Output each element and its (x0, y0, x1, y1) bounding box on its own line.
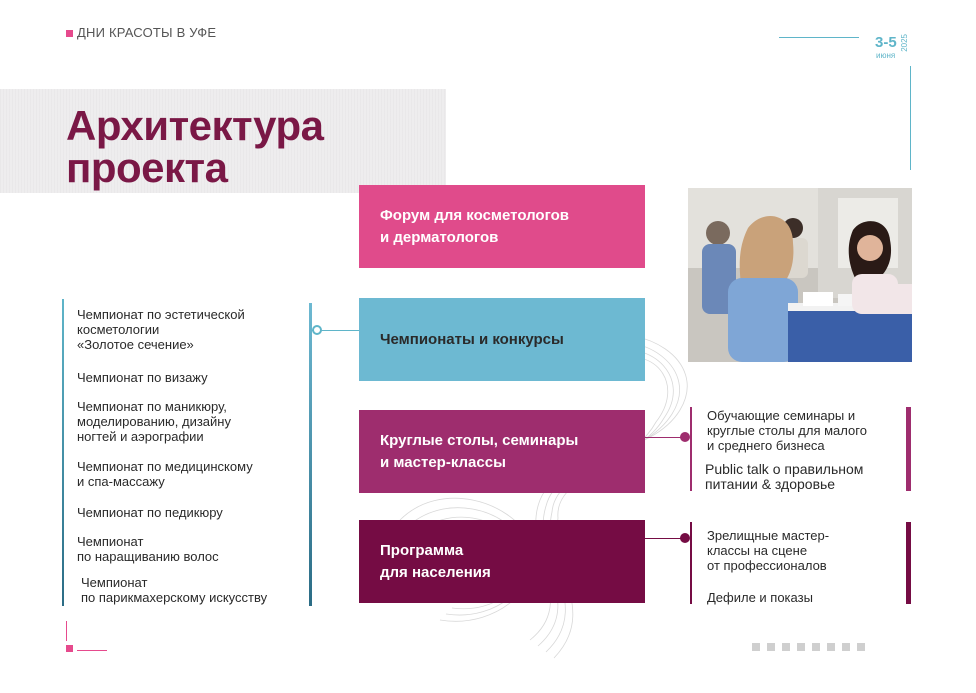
public-item-line: Зрелищные мастер- (707, 528, 830, 543)
public-item (707, 590, 813, 605)
championship-item (77, 399, 231, 444)
championships-label: Чемпионаты и конкурсы (380, 330, 564, 348)
roundtables-list-bar-left (690, 407, 692, 491)
championship-item (77, 370, 208, 385)
championship-item-line: моделированию, дизайну (77, 414, 231, 429)
date-range: 3-5 (875, 34, 897, 51)
roundtables-line-1: Круглые столы, семинары (380, 431, 579, 449)
date-year: 2025 (900, 34, 909, 52)
roundtables-list-bar-right (906, 407, 911, 491)
roundtables-item-line: круглые столы для малого (707, 423, 867, 438)
roundtables-connector (645, 437, 685, 438)
exhibition-photo (688, 188, 912, 362)
championship-item-line: Чемпионат (81, 575, 148, 590)
public-line-1: Программа (380, 541, 464, 559)
date-vertical-line (910, 66, 911, 170)
championship-item-line: по парикмахерскому искусству (81, 590, 268, 605)
roundtables-connector-dot (680, 432, 690, 442)
footer-dot (797, 643, 805, 651)
public-list-bar-left (690, 522, 692, 604)
footer-line (77, 650, 107, 651)
footer-dot (752, 643, 760, 651)
roundtables-item-line: и среднего бизнеса (707, 438, 825, 453)
public-item-line: классы на сцене (707, 543, 808, 558)
roundtables-box (359, 410, 645, 493)
championship-item-line: Чемпионат по визажу (77, 370, 208, 385)
public-item-line: от профессионалов (707, 558, 827, 573)
championship-item-line: и спа-массажу (77, 474, 165, 489)
footer-dot (782, 643, 790, 651)
roundtables-item-line: питании & здоровье (705, 476, 836, 492)
championships-list-bar (62, 299, 64, 606)
roundtables-item-line: Public talk о правильном (705, 461, 864, 477)
championship-item-line: Чемпионат (77, 534, 144, 549)
public-connector-dot (680, 533, 690, 543)
forum-box (359, 185, 645, 268)
roundtables-item (707, 408, 867, 453)
championship-item (77, 505, 223, 520)
roundtables-line-2: и мастер-классы (380, 453, 506, 471)
roundtables-item-line: Обучающие семинары и (707, 408, 856, 423)
public-line-2: для населения (380, 563, 491, 581)
page-title (66, 102, 324, 191)
public-item-line: Дефиле и показы (707, 590, 813, 605)
championship-item (77, 459, 253, 489)
date-line (779, 37, 859, 38)
footer-dot (812, 643, 820, 651)
date-month: июня (876, 51, 896, 60)
public-program-box (359, 520, 645, 603)
forum-line-1: Форум для косметологов (380, 206, 570, 224)
footer-dot (842, 643, 850, 651)
title-line-1: Архитектура (66, 102, 324, 149)
championships-connector-dot (312, 325, 322, 335)
event-brand: ДНИ КРАСОТЫ В УФЕ (77, 25, 217, 40)
photo-illustration (688, 188, 912, 362)
public-connector (645, 538, 685, 539)
championship-item (77, 307, 245, 352)
championship-item (81, 575, 267, 605)
brand-square (66, 30, 73, 37)
footer-dot (857, 643, 865, 651)
championship-item-line: косметологии (77, 322, 160, 337)
forum-line-2: и дерматологов (380, 228, 499, 246)
championship-item-line: «Золотое сечение» (77, 337, 194, 352)
roundtables-item (705, 462, 863, 492)
championships-box (359, 298, 645, 381)
footer-dot (767, 643, 775, 651)
footer-vertical-line (66, 621, 67, 641)
championship-item-line: ногтей и аэрографии (77, 429, 204, 444)
championship-item-line: Чемпионат по педикюру (77, 505, 223, 520)
public-item (707, 528, 829, 573)
public-list-bar-right (906, 522, 911, 604)
footer-dot (827, 643, 835, 651)
championship-item-line: Чемпионат по маникюру, (77, 399, 227, 414)
footer-square (66, 645, 73, 652)
championship-item (77, 534, 219, 564)
championships-list-bar-right (309, 303, 312, 606)
footer-square-dots (752, 643, 865, 651)
championship-item-line: Чемпионат по медицинскому (77, 459, 253, 474)
championship-item-line: по наращиванию волос (77, 549, 219, 564)
championship-item-line: Чемпионат по эстетической (77, 307, 245, 322)
title-line-2: проекта (66, 144, 228, 191)
